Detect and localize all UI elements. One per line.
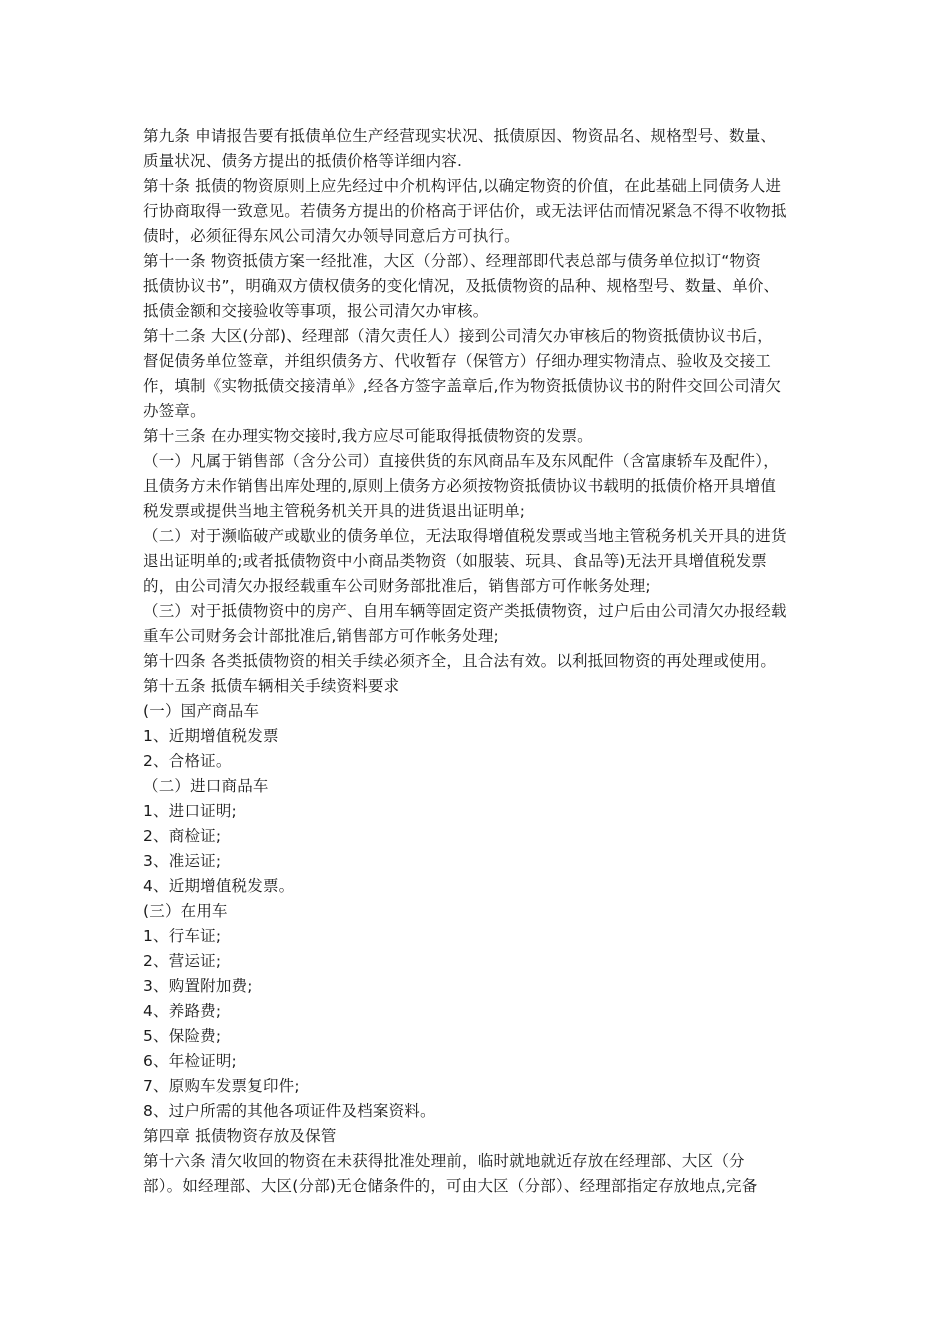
- article-12-line-2: 督促债务单位签章，并组织债务方、代收暂存（保管方）仔细办理实物清点、验收及交接工: [143, 352, 772, 370]
- list-item: 2、合格证。: [143, 752, 232, 770]
- article-15-heading: 第十五条 抵债车辆相关手续资料要求: [143, 677, 400, 695]
- list-item: 4、养路费;: [143, 1002, 222, 1020]
- article-13-line-1: 第十三条 在办理实物交接时,我方应尽可能取得抵债物资的发票。: [143, 427, 593, 445]
- article-16-line-2: 部）。如经理部、大区(分部)无仓储条件的，可由大区（分部）、经理部指定存放地点,完备: [143, 1177, 758, 1195]
- list-item: 6、年检证明;: [143, 1052, 237, 1070]
- list-item: 1、近期增值税发票: [143, 727, 279, 745]
- article-13-item-1-line-3: 税发票或提供当地主管税务机关开具的进货退出证明单;: [143, 502, 526, 520]
- article-16-line-1: 第十六条 清欠收回的物资在未获得批准处理前，临时就地就近存放在经理部、大区（分: [143, 1152, 745, 1170]
- article-13-item-3-line-2: 重车公司财务会计部批准后,销售部方可作帐务处理;: [143, 627, 499, 645]
- list-item: 1、进口证明;: [143, 802, 237, 820]
- article-14-line-1: 第十四条 各类抵债物资的相关手续必须齐全，且合法有效。以利抵回物资的再处理或使用。: [143, 652, 777, 670]
- list-item: 2、营运证;: [143, 952, 222, 970]
- article-10-line-1: 第十条 抵债的物资原则上应先经过中介机构评估,以确定物资的价值，在此基础上同债务人进: [143, 177, 782, 195]
- list-item: 3、购置附加费;: [143, 977, 253, 995]
- article-13-item-2-line-1: （二）对于濒临破产或歇业的债务单位，无法取得增值税发票或当地主管税务机关开具的进货: [143, 527, 787, 545]
- article-13-item-1-line-1: （一）凡属于销售部（含分公司）直接供货的东风商品车及东风配件（含富康轿车及配件），: [143, 452, 779, 470]
- list-item: 1、行车证;: [143, 927, 222, 945]
- list-heading-domestic: (一）国产商品车: [143, 702, 260, 720]
- article-13-item-2-line-3: 的，由公司清欠办报经载重车公司财务部批准后，销售部方可作帐务处理;: [143, 577, 651, 595]
- article-9-line-2: 质量状况、债务方提出的抵债价格等详细内容.: [143, 152, 463, 170]
- article-12-line-4: 办签章。: [143, 402, 206, 420]
- chapter-4-heading: 第四章 抵债物资存放及保管: [143, 1127, 337, 1145]
- article-11-line-1: 第十一条 物资抵债方案一经批准，大区（分部）、经理部即代表总部与债务单位拟订“物资: [143, 252, 761, 270]
- article-12-line-3: 作，填制《实物抵债交接清单》,经各方签字盖章后,作为物资抵债协议书的附件交回公司清欠: [143, 377, 782, 395]
- article-12-line-1: 第十二条 大区(分部)、经理部（清欠责任人）接到公司清欠办审核后的物资抵债协议书后，: [143, 327, 773, 345]
- list-item: 3、准运证;: [143, 852, 222, 870]
- list-item: 4、近期增值税发票。: [143, 877, 295, 895]
- list-item: 5、保险费;: [143, 1027, 222, 1045]
- article-9-line-1: 第九条 申请报告要有抵债单位生产经营现实状况、抵债原因、物资品名、规格型号、数量、: [143, 127, 777, 145]
- article-10-line-3: 债时，必须征得东风公司清欠办领导同意后方可执行。: [143, 227, 520, 245]
- article-13-item-2-line-2: 退出证明单的;或者抵债物资中小商品类物资（如服装、玩具、食品等)无法开具增值税发票: [143, 552, 767, 570]
- article-10-line-2: 行协商取得一致意见。若债务方提出的价格高于评估价，或无法评估而情况紧急不得不收物抵: [143, 202, 787, 220]
- article-11-line-3: 抵债金额和交接验收等事项，报公司清欠办审核。: [143, 302, 489, 320]
- list-heading-imported: （二）进口商品车: [143, 777, 269, 795]
- article-13-item-1-line-2: 且债务方未作销售出库处理的,原则上债务方必须按物资抵债协议书载明的抵债价格开具增值: [143, 477, 777, 495]
- list-item: 2、商检证;: [143, 827, 222, 845]
- list-item: 8、过户所需的其他各项证件及档案资料。: [143, 1102, 436, 1120]
- article-11-line-2: 抵债协议书”，明确双方债权债务的变化情况，及抵债物资的品种、规格型号、数量、单价、: [143, 277, 780, 295]
- document-body: [143, 124, 811, 1199]
- article-13-item-3-line-1: （三）对于抵债物资中的房产、自用车辆等固定资产类抵债物资，过户后由公司清欠办报经载: [143, 602, 787, 620]
- list-item: 7、原购车发票复印件;: [143, 1077, 300, 1095]
- list-heading-in-use: (三）在用车: [143, 902, 228, 920]
